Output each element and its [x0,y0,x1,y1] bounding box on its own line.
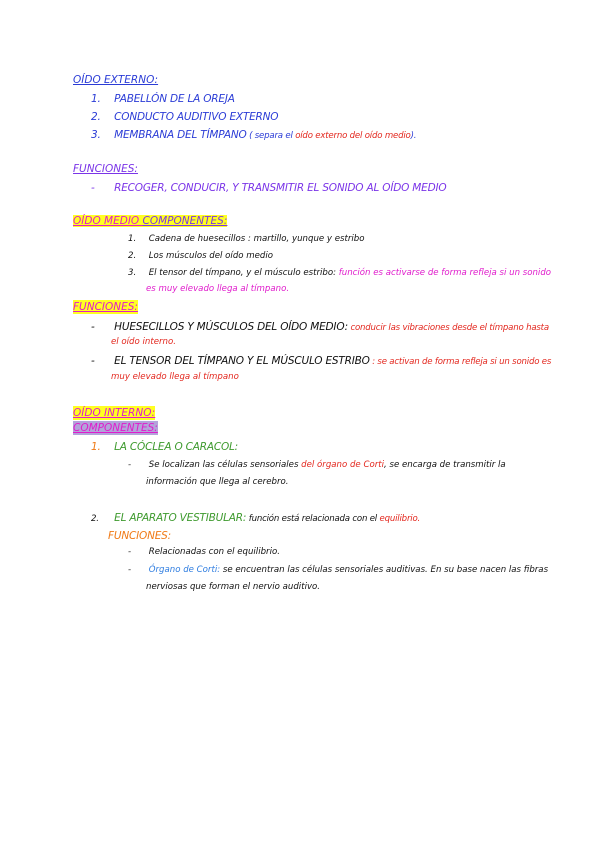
paren-close: ). [410,131,417,141]
list-text: EL APARATO VESTIBULAR: [114,512,247,524]
red-note: conducir las vibraciones desde el tímpano hasta [347,323,549,333]
list-item [91,128,416,143]
red-note: : se activan de forma refleja si un sonido es [369,357,552,367]
oido-medio-label: OÍDO MEDIO [73,215,143,227]
list-number: 3. [91,129,101,141]
list-text: Cadena de huesecillos : martillo, yunque y estribo [148,234,365,244]
list-number: 2. [91,111,101,123]
list-item [128,459,506,472]
red-note: del órgano de Corti [301,460,385,470]
oido-interno-title: OÍDO INTERNO: [73,407,156,419]
list-text-continued: información que llega al cerebro. [146,477,289,487]
list-item [128,564,548,577]
componentes-label: COMPONENTES: [142,215,228,227]
magenta-note-continued: es muy elevado llega al tímpano. [146,284,290,294]
funciones-title: FUNCIONES: [108,530,171,542]
oido-externo-title: OÍDO EXTERNO: [73,74,159,86]
dash: - [128,565,132,575]
red-note: oído externo del oído medio [295,131,411,141]
list-number: 2. [91,514,99,524]
list-number: 1. [91,93,101,105]
list-text: Los músculos del oído medio [148,251,274,261]
list-number: 1. [128,234,137,244]
funciones-title: FUNCIONES: [73,301,138,313]
list-text-continued: , se encarga de transmitir la [384,460,506,470]
list-item [128,233,365,246]
blue-term: Órgano de Corti: [148,565,221,575]
list-text: RECOGER, CONDUCIR, Y TRANSMITIR EL SONIDO AL OÍDO MEDIO [114,182,447,194]
magenta-note: función es activarse de forma refleja si un sonido [338,268,552,278]
dash: - [128,460,132,470]
list-number: 1. [91,441,101,453]
dash: - [91,182,95,194]
list-text: El tensor del tímpano, y el músculo estribo: [148,268,339,278]
componentes-title: COMPONENTES: [73,422,158,434]
list-item [128,546,280,559]
list-text: se encuentran las células sensoriales auditivas. En su base nacen las fibras [220,565,549,575]
list-text: CONDUCTO AUDITIVO EXTERNO [114,111,279,123]
dash: - [91,321,95,333]
list-text: LA CÓCLEA O CARACOL: [114,441,239,453]
list-text: Relacionadas con el equilibrio. [148,547,280,557]
list-item [91,511,420,526]
list-text: HUESECILLOS Y MÚSCULOS DEL OÍDO MEDIO: [114,321,348,333]
list-text: MEMBRANA DEL TÍMPANO [114,129,247,141]
list-item [91,440,238,454]
list-item [91,320,549,335]
list-item [91,354,551,369]
funciones-title: FUNCIONES: [73,163,138,175]
oido-medio-title [73,214,227,228]
list-item [128,267,551,280]
paren-open: ( separa el [246,131,296,141]
list-text: Se localizan las células sensoriales [148,460,302,470]
red-note-continued: el oído interno. [111,337,176,347]
list-text: EL TENSOR DEL TÍMPANO Y EL MÚSCULO ESTRIBO [114,355,370,367]
list-item [128,250,273,263]
red-note-continued: muy elevado llega al tímpano [111,372,239,382]
list-number: 3. [128,268,137,278]
list-text: PABELLÓN DE LA OREJA [114,93,235,105]
red-note: equilibrio. [379,514,421,524]
dash: - [91,355,95,367]
list-number: 2. [128,251,137,261]
list-item [91,92,235,106]
list-text-continued: nerviosas que forman el nervio auditivo. [146,582,321,592]
list-item [91,110,278,124]
list-item [91,181,446,195]
list-text-continued: función está relacionada con el [246,514,380,524]
dash: - [128,547,132,557]
